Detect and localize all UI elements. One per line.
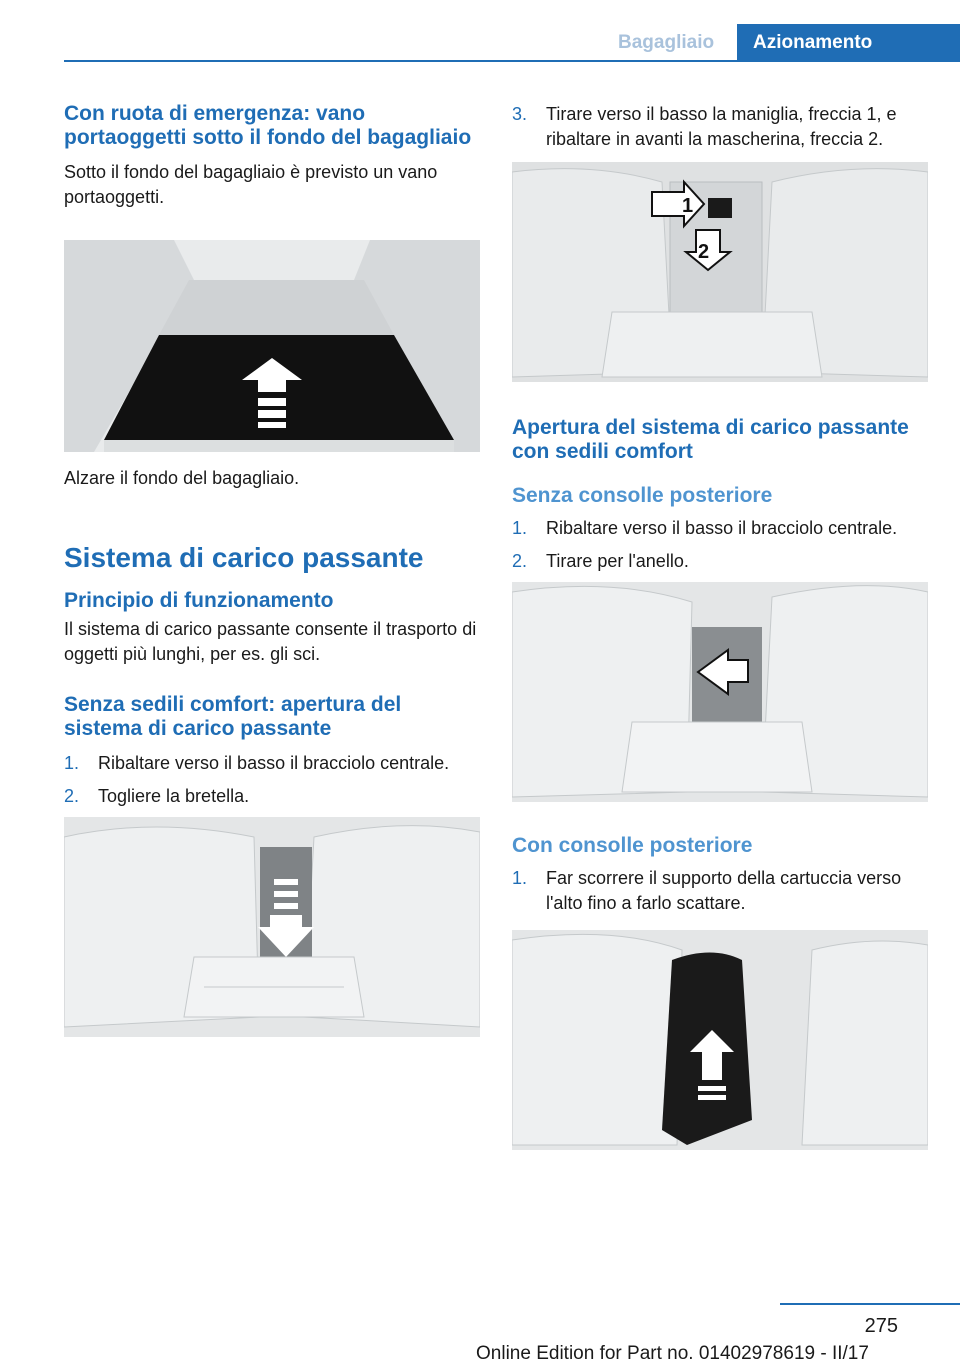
arrow-label-2: 2: [698, 241, 710, 263]
header-chapter[interactable]: Azionamento: [753, 32, 873, 53]
step-number: 1.: [64, 753, 80, 773]
figure-pull-ring: [512, 582, 928, 802]
step-text: Tirare verso il basso la maniglia, freccia 1, e ribaltare in avanti la mascherina, freccia 2.: [546, 104, 897, 149]
steps-no-console: [512, 516, 928, 574]
handle-cover-illustration: [512, 162, 928, 382]
step-text: Ribaltare verso il basso il bracciolo centrale.: [98, 753, 450, 773]
header-rule: [64, 60, 960, 62]
steps-console: [512, 866, 928, 916]
figure-handle-cover: [512, 162, 928, 382]
text-principle: Il sistema di carico passante consente il trasporto di oggetti più lunghi, per es. gli sci.: [64, 619, 477, 664]
list-item: [512, 102, 928, 152]
list-item: [512, 866, 928, 916]
step-text: Ribaltare verso il basso il bracciolo centrale.: [546, 518, 898, 538]
header-section[interactable]: Bagagliaio: [618, 32, 715, 53]
list-item: [64, 751, 480, 776]
heading-no-comfort-seats: Senza sedili comfort: apertura del sistema di carico passante: [64, 693, 402, 740]
edition-text: Online Edition for Part no. 01402978619 - II/17: [476, 1343, 869, 1364]
list-item: [512, 549, 928, 574]
page-header: [0, 0, 960, 62]
heading-comfort-seats: Apertura del sistema di carico passante con sedili comfort: [512, 416, 909, 463]
heading-principle: Principio di funzionamento: [64, 589, 334, 612]
rear-seat-strap-illustration: [64, 817, 480, 1037]
heading-console: Con consolle posteriore: [512, 834, 753, 857]
figure-trunk-floor: [64, 240, 480, 452]
step-text: Tirare per l'anello.: [546, 551, 689, 571]
text-emergency-wheel: Sotto il fondo del bagagliaio è previsto un vano portaoggetti.: [64, 162, 438, 207]
arrow-label-1: 1: [682, 195, 694, 217]
trunk-floor-illustration: [64, 240, 480, 452]
step-number: 2.: [64, 786, 80, 806]
step-text: Togliere la bretella.: [98, 786, 250, 806]
page-number: 275: [864, 1315, 898, 1337]
steps-step3: [512, 102, 928, 152]
step-number: 1.: [512, 518, 528, 538]
left-column: [64, 102, 480, 1037]
heading-emergency-wheel: Con ruota di emergenza: vano portaoggetti sotto il fondo del bagagliaio: [64, 102, 472, 149]
list-item: [64, 784, 480, 809]
cartridge-holder-illustration: [512, 930, 928, 1150]
step-number: 2.: [512, 551, 528, 571]
step-number: 3.: [512, 104, 528, 124]
heading-no-console: Senza consolle posteriore: [512, 484, 773, 507]
figure-remove-strap: [64, 817, 480, 1037]
figure-cartridge-holder: [512, 930, 928, 1150]
caption-lift-floor: Alzare il fondo del bagagliaio.: [64, 468, 300, 488]
steps-no-comfort: [64, 751, 480, 809]
pull-ring-illustration: [512, 582, 928, 802]
step-number: 1.: [512, 868, 528, 888]
right-column: [512, 102, 928, 1150]
step-text: Far scorrere il supporto della cartuccia verso l'alto fino a farlo scattare.: [546, 868, 902, 913]
list-item: [512, 516, 928, 541]
footer-rule: [780, 1303, 960, 1305]
heading-loading-system: Sistema di carico passante: [64, 542, 424, 573]
